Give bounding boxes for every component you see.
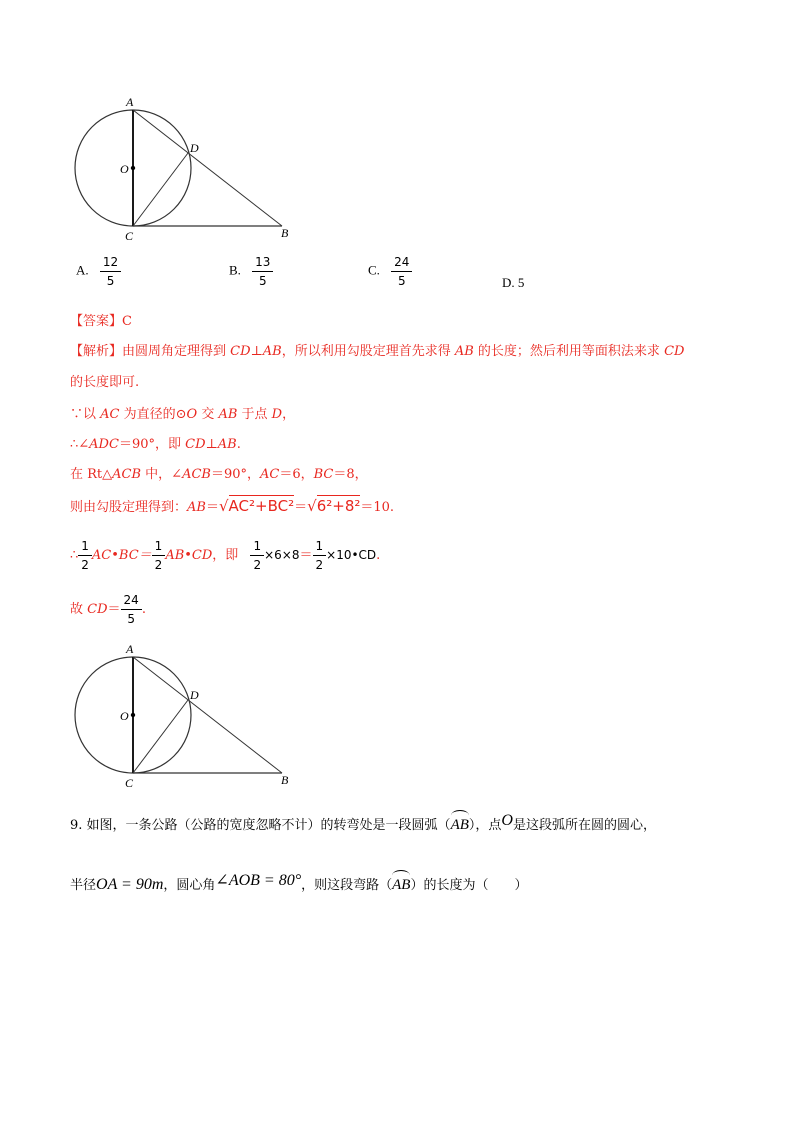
- geometry-figure-1: [70, 95, 300, 245]
- option-c: C. $\frac{24}{5}$: [368, 256, 412, 287]
- center-dot: [131, 713, 135, 717]
- label-a: A: [126, 95, 134, 109]
- label-c: C: [125, 229, 134, 243]
- label-c: C: [125, 776, 134, 790]
- segment-cd: [133, 700, 188, 773]
- segment-cd: [133, 153, 188, 226]
- option-d: D. 5: [502, 275, 525, 290]
- step-4: 则由勾股定理得到：AB＝√AC²+BC²＝√6²+8²＝10.: [70, 497, 395, 515]
- segment-ab: [133, 657, 282, 773]
- step-2: ∴∠ADC＝90°，即 CD⊥AB.: [70, 437, 241, 452]
- step-5: ∴ $\frac{1}{2}$ AC•BC＝ $\frac{1}{2}$ AB•CD，即 $\frac{1}{2}$ ×6×8＝ $\frac{1}{2}$ ×10•CD.: [70, 539, 381, 572]
- analysis-line-2: 的长度即可.: [70, 375, 140, 390]
- question-9-line-2: 半径OA = 90m，圆心角∠AOB = 80°，则这段弯路（AB）的长度为（ ）: [70, 872, 528, 893]
- label-a: A: [126, 642, 134, 656]
- step-6: 故 CD＝ $\frac{24}{5}$ .: [70, 593, 146, 626]
- center-dot: [131, 166, 135, 170]
- option-b: B. $\frac{13}{5}$: [229, 256, 273, 287]
- geometry-figure-2: [70, 642, 300, 792]
- question-9-line-1: 9. 如图，一条公路（公路的宽度忽略不计）的转弯处是一段圆弧（AB），点O是这段弧所在圆的圆心，: [70, 812, 656, 833]
- label-o: O: [120, 162, 129, 176]
- answer-line: 【答案】C: [70, 314, 132, 329]
- label-b: B: [281, 226, 289, 240]
- label-d: D: [190, 688, 199, 702]
- label-b: B: [281, 773, 289, 787]
- option-a: A. $\frac{12}{5}$: [76, 256, 121, 287]
- step-3: 在 Rt△ACB 中，∠ACB＝90°，AC＝6，BC＝8，: [70, 467, 368, 482]
- step-1: ∵以 AC 为直径的⊙O 交 AB 于点 D，: [70, 407, 296, 422]
- segment-ab: [133, 110, 282, 226]
- analysis-line-1: 【解析】由圆周角定理得到 CD⊥AB，所以利用勾股定理首先求得 AB 的长度；然后利用等面积法来求 CD: [70, 344, 685, 359]
- label-d: D: [190, 141, 199, 155]
- label-o: O: [120, 709, 129, 723]
